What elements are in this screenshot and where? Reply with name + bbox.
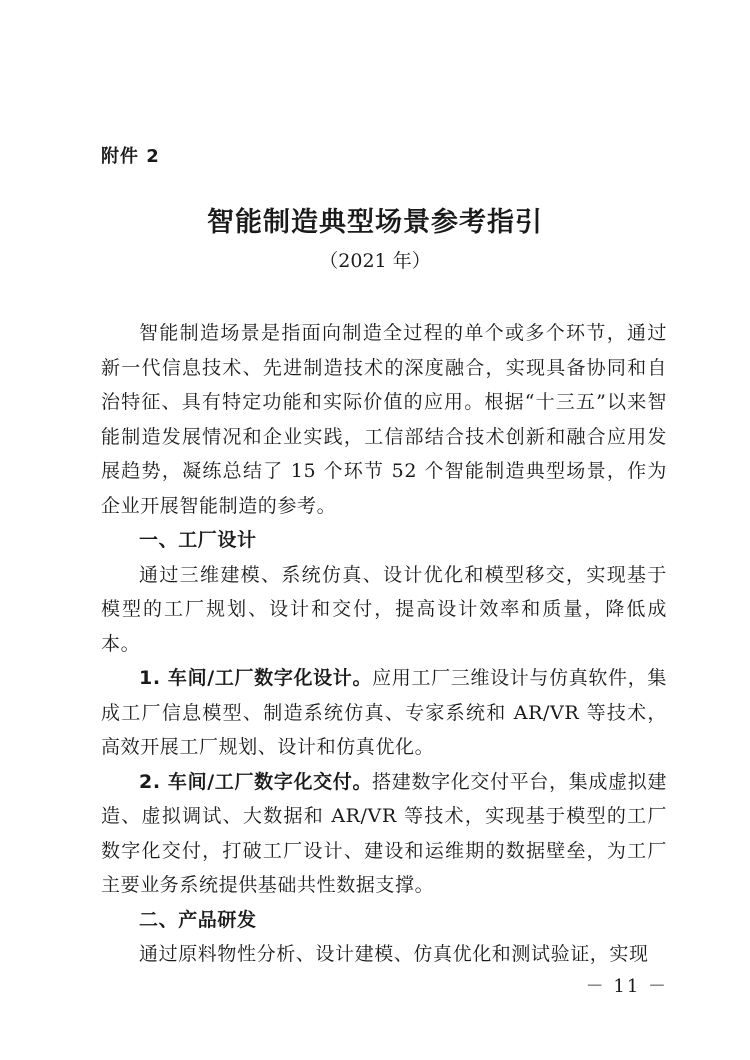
section-heading-factory-design: 一、工厂设计 <box>139 529 257 551</box>
attachment-label: 附件 2 <box>101 146 160 167</box>
scenario-item <box>101 765 667 903</box>
intro-paragraph: 智能制造场景是指面向制造全过程的单个或多个环节，通过新一代信息技术、先进制造技术的深度融合，实现具备协同和自治特征、具有特定功能和实际价值的应用。根据“十三五”以来智能制造发展情况和企业实践，工信部结合技术创新和融合应用发展趋势，凝练总结了 15 个环节 52 个智能制造典型场景，作为企业开展智能制造的参考。 <box>101 322 667 517</box>
section-summary-factory-design: 通过三维建模、系统仿真、设计优化和模型移交，实现基于模型的工厂规划、设计和交付，提高设计效率和质量，降低成本。 <box>101 563 667 655</box>
section-summary-product-rd: 通过原料物性分析、设计建模、仿真优化和测试验证，实现 <box>139 943 649 965</box>
scenario-item-text: 应用工厂三维设计与仿真软件，集成工厂信息模型、制造系统仿真、专家系统和 AR/VR 等技术，高效开展工厂规划、设计和仿真优化。 <box>101 667 667 758</box>
scenario-item-text: 搭建数字化交付平台，集成虚拟建造、虚拟调试、大数据和 AR/VR 等技术，实现基于模型的工厂数字化交付，打破工厂设计、建设和运维期的数据壁垒，为工厂主要业务系统提供基础共性数据支撑。 <box>101 770 667 896</box>
section-heading-product-rd: 二、产品研发 <box>139 908 257 931</box>
document-body <box>101 316 667 972</box>
scenario-item <box>101 661 667 765</box>
scenario-item-title: 1. 车间/工厂数字化设计。 <box>139 667 373 689</box>
page-number: － 11 － <box>585 976 668 997</box>
document-title: 智能制造典型场景参考指引 <box>207 207 543 238</box>
document-year: （2021 年） <box>319 250 431 272</box>
scenario-item-title: 2. 车间/工厂数字化交付。 <box>139 770 373 793</box>
